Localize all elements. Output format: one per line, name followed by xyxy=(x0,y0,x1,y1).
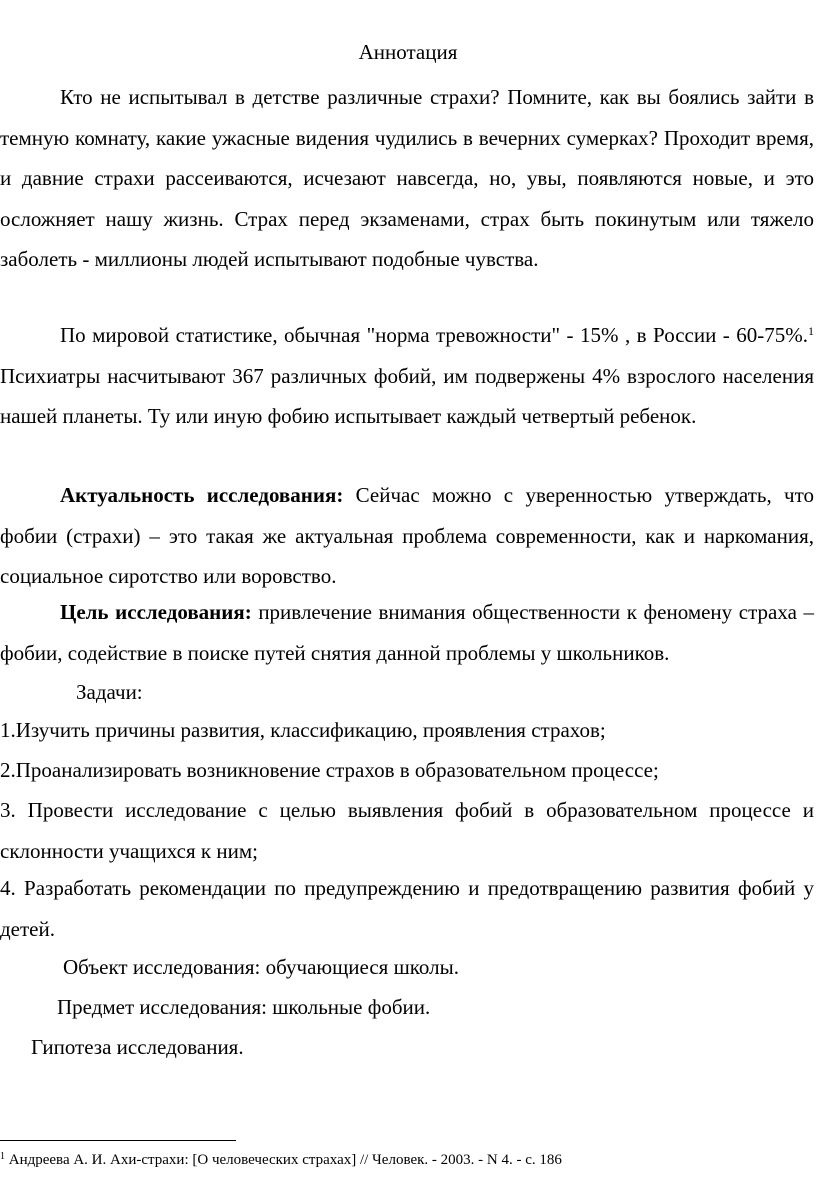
subject-text: : школьные фобии. xyxy=(261,995,431,1019)
task-item: 2.Проанализировать возникновение страхов в образовательном процессе; xyxy=(0,758,659,782)
research-hypothesis xyxy=(31,1027,731,1068)
subject-label: Предмет исследования xyxy=(57,995,262,1019)
research-subject xyxy=(57,987,757,1028)
footnote-divider xyxy=(0,1140,236,1141)
relevance-paragraph xyxy=(0,475,814,597)
tasks-label: Задачи: xyxy=(76,680,143,704)
relevance-text: Сейчас можно с уверенностью утверждать, что фобии (страхи) – это такая же актуальная проблема современности, как и наркомания, социальное сиротство или воровство. xyxy=(0,483,814,588)
goal-text: привлечение внимания общественности к феномену страха – фобии, содействие в поиске путей снятия данной проблемы у школьников. xyxy=(0,600,814,665)
footnote-reference: 1 xyxy=(808,324,814,338)
task-item: 4. Разработать рекомендации по предупреждению и предотвращению развития фобий у детей. xyxy=(0,876,814,941)
tasks-heading xyxy=(76,672,676,713)
object-text: : обучающиеся школы. xyxy=(254,955,459,979)
task-item: 3. Провести исследование с целью выявления фобий в образовательном процессе и склонности учащихся к ним; xyxy=(0,798,814,863)
footnote xyxy=(0,1150,562,1170)
footnote-number: 1 xyxy=(0,1151,5,1162)
goal-label: Цель исследования: xyxy=(60,600,252,624)
object-label: Объект исследования xyxy=(63,955,255,979)
statistics-text-a: По мировой статистике, обычная "норма тревожности" - 15% , в России - 60-75%. xyxy=(60,323,808,347)
goal-paragraph xyxy=(0,592,814,673)
statistics-paragraph xyxy=(0,315,814,437)
research-object xyxy=(63,947,763,988)
statistics-text-b: Психиатры насчитывают 367 различных фобий, им подвержены 4% взрослого населения нашей планеты. Ту или иную фобию испытывает каждый четвертый ребенок. xyxy=(0,363,814,428)
footnote-text: Андреева А. И. Ахи-страхи: [О человеческих страхах] // Человек. - 2003. - N 4. - с. 186 xyxy=(5,1152,562,1168)
page-title: Аннотация xyxy=(358,40,458,64)
task-item: 1.Изучить причины развития, классификацию, проявления страхов; xyxy=(0,718,606,742)
intro-paragraph: Кто не испытывал в детстве различные страхи? Помните, как вы боялись зайти в темную комнату, какие ужасные видения чудились в вечерних сумерках? Проходит время, и давние страхи рассеиваются, исчезают навсегда, но, увы, появляются новые, и это осложняет нашу жизнь. Страх перед экзаменами, страх быть покинутым или тяжело заболеть - миллионы людей испытывают подобные чувства. xyxy=(0,85,814,271)
hypothesis-label: Гипотеза исследования. xyxy=(31,1035,244,1059)
relevance-label: Актуальность исследования: xyxy=(60,483,344,507)
